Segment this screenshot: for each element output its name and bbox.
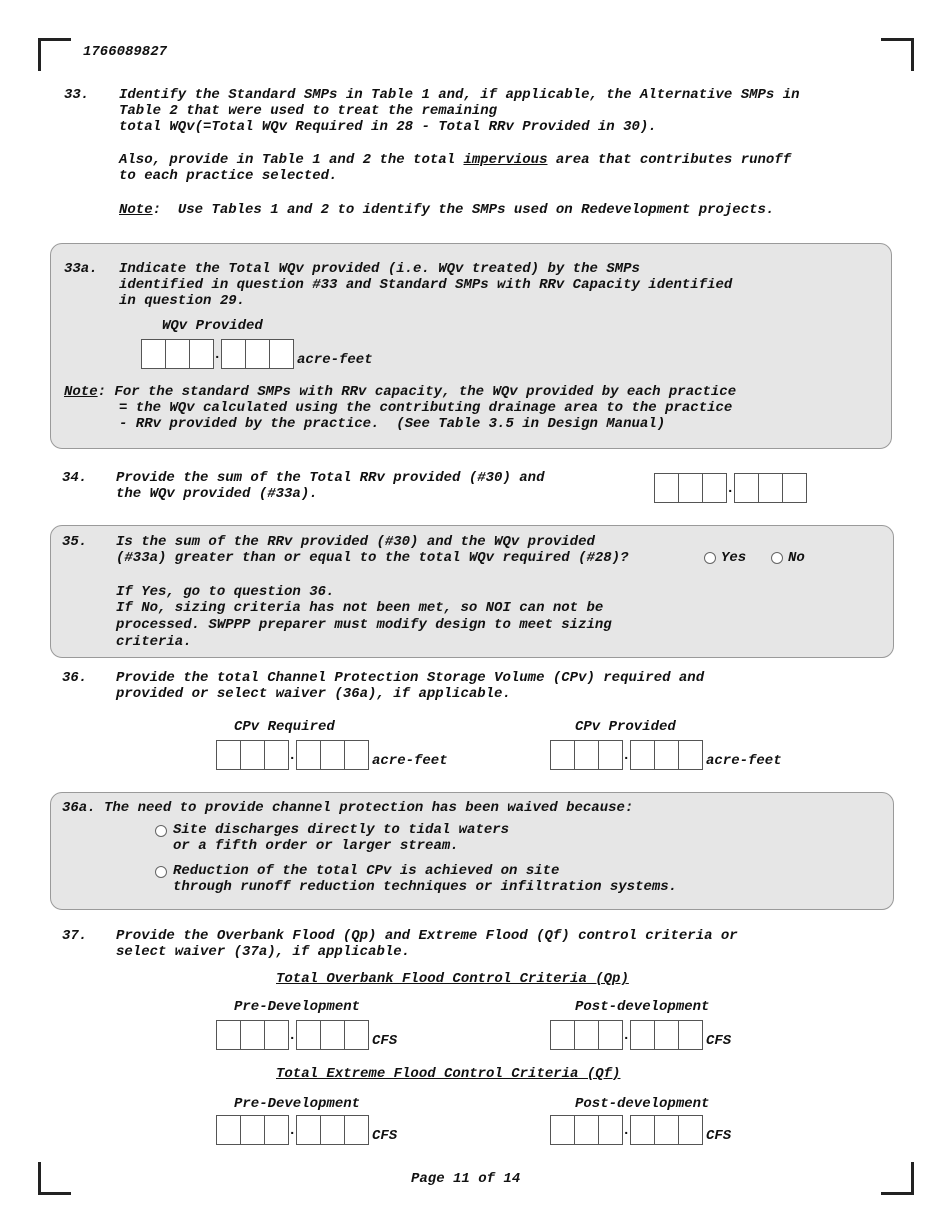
qf-post-label: Post-development bbox=[575, 1096, 710, 1112]
wqv-provided-label: WQv Provided bbox=[162, 318, 263, 334]
q35-no-label: No bbox=[788, 550, 805, 566]
qf-pre-unit: CFS bbox=[372, 1128, 398, 1144]
cpv-required-unit: acre-feet bbox=[372, 753, 448, 769]
q34-number: 34. bbox=[62, 470, 88, 486]
q37-line-2: select waiver (37a), if applicable. bbox=[116, 944, 411, 960]
q36a-option-1-line-1: Site discharges directly to tidal waters bbox=[173, 822, 510, 838]
q37-line-1: Provide the Overbank Flood (Qp) and Extreme Flood (Qf) control criteria or bbox=[116, 928, 738, 944]
qp-pre-input[interactable]: . bbox=[216, 1020, 368, 1050]
q36a-option-1-line-2: or a fifth order or larger stream. bbox=[173, 838, 459, 854]
q37-number: 37. bbox=[62, 928, 88, 944]
q36a-option-reduction-radio[interactable] bbox=[155, 866, 167, 878]
q36-number: 36. bbox=[62, 670, 88, 686]
form-id: 1766089827 bbox=[83, 44, 168, 60]
corner-mark-bottom-right bbox=[881, 1162, 914, 1195]
qf-post-unit: CFS bbox=[706, 1128, 732, 1144]
q36a-intro: 36a. The need to provide channel protection has been waived because: bbox=[62, 800, 634, 816]
qp-pre-label: Pre-Development bbox=[234, 999, 361, 1015]
q33-line-2: Table 2 that were used to treat the remaining bbox=[119, 103, 498, 119]
q33a-line-2: identified in question #33 and Standard SMPs with RRv Capacity identified bbox=[119, 277, 733, 293]
corner-mark-top-left bbox=[38, 38, 71, 71]
q33-also-line-1: Also, provide in Table 1 and 2 the total impervious area that contributes runoff bbox=[119, 152, 792, 168]
cpv-required-input[interactable]: . bbox=[216, 740, 368, 770]
q35-follow-3: processed. SWPPP preparer must modify design to meet sizing bbox=[116, 617, 612, 633]
qp-section-title: Total Overbank Flood Control Criteria (Qp) bbox=[276, 971, 629, 987]
qp-pre-unit: CFS bbox=[372, 1033, 398, 1049]
q36a-option-2-line-2: through runoff reduction techniques or infiltration systems. bbox=[173, 879, 678, 895]
qp-post-input[interactable]: . bbox=[550, 1020, 702, 1050]
q36-line-1: Provide the total Channel Protection Storage Volume (CPv) required and bbox=[116, 670, 705, 686]
q33a-line-1: Indicate the Total WQv provided (i.e. WQv treated) by the SMPs bbox=[119, 261, 640, 277]
q33a-note-line-3: - RRv provided by the practice. (See Table 3.5 in Design Manual) bbox=[119, 416, 666, 432]
q35-follow-2: If No, sizing criteria has not been met, so NOI can not be bbox=[116, 600, 604, 616]
q35-number: 35. bbox=[62, 534, 88, 550]
qp-post-label: Post-development bbox=[575, 999, 710, 1015]
cpv-provided-input[interactable]: . bbox=[550, 740, 702, 770]
q33-line-3: total WQv(=Total WQv Required in 28 - Total RRv Provided in 30). bbox=[119, 119, 657, 135]
q35-follow-1: If Yes, go to question 36. bbox=[116, 584, 335, 600]
q33-also-line-2: to each practice selected. bbox=[119, 168, 338, 184]
total-rrv-wqv-input[interactable]: . bbox=[654, 473, 806, 503]
qf-pre-input[interactable]: . bbox=[216, 1115, 368, 1145]
q36-line-2: provided or select waiver (36a), if applicable. bbox=[116, 686, 511, 702]
q36a-option-2-line-1: Reduction of the total CPv is achieved on site bbox=[173, 863, 560, 879]
cpv-required-label: CPv Required bbox=[234, 719, 335, 735]
qf-post-input[interactable]: . bbox=[550, 1115, 702, 1145]
q34-line-1: Provide the sum of the Total RRv provided (#30) and bbox=[116, 470, 545, 486]
q35-follow-4: criteria. bbox=[116, 634, 192, 650]
q35-line-1: Is the sum of the RRv provided (#30) and the WQv provided bbox=[116, 534, 595, 550]
q33-line-1: Identify the Standard SMPs in Table 1 and, if applicable, the Alternative SMPs in bbox=[119, 87, 800, 103]
q36a-option-tidal-radio[interactable] bbox=[155, 825, 167, 837]
cpv-provided-unit: acre-feet bbox=[706, 753, 782, 769]
qf-pre-label: Pre-Development bbox=[234, 1096, 361, 1112]
q35-line-2: (#33a) greater than or equal to the total WQv required (#28)? bbox=[116, 550, 629, 566]
q33a-note-line-2: = the WQv calculated using the contributing drainage area to the practice bbox=[119, 400, 733, 416]
q35-yes-radio[interactable] bbox=[704, 552, 716, 564]
q33a-line-3: in question 29. bbox=[119, 293, 246, 309]
wqv-provided-unit: acre-feet bbox=[297, 352, 373, 368]
qp-post-unit: CFS bbox=[706, 1033, 732, 1049]
q33-note: Note: Use Tables 1 and 2 to identify the SMPs used on Redevelopment projects. bbox=[119, 202, 775, 218]
wqv-provided-input[interactable]: . bbox=[141, 339, 293, 369]
corner-mark-top-right bbox=[881, 38, 914, 71]
corner-mark-bottom-left bbox=[38, 1162, 71, 1195]
q33a-number: 33a. bbox=[64, 261, 98, 277]
cpv-provided-label: CPv Provided bbox=[575, 719, 676, 735]
q35-no-radio[interactable] bbox=[771, 552, 783, 564]
q35-yes-label: Yes bbox=[721, 550, 747, 566]
qf-section-title: Total Extreme Flood Control Criteria (Qf) bbox=[276, 1066, 621, 1082]
page-number: Page 11 of 14 bbox=[411, 1171, 521, 1187]
q33-number: 33. bbox=[64, 87, 90, 103]
q34-line-2: the WQv provided (#33a). bbox=[116, 486, 318, 502]
q33a-note-line-1: Note: For the standard SMPs with RRv capacity, the WQv provided by each practice bbox=[64, 384, 737, 400]
